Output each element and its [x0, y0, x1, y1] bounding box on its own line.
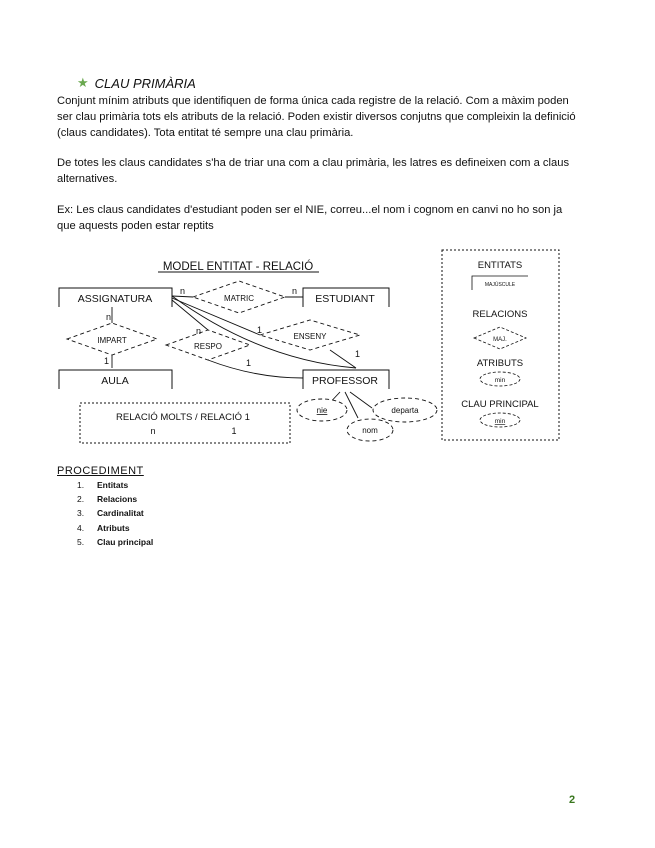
legend-majuscule: MAJÚSCULE: [484, 282, 516, 288]
legend-min: min: [494, 377, 506, 384]
list-item: [77, 523, 153, 537]
entity-estudiant: ESTUDIANT: [315, 293, 375, 305]
paragraph-definition: Conjunt mínim atributs que identifiquen de forma única cada registre de la relació. Com a màxim poden ser clau primària tots els atributs de la relació. Poden existir diversos conjutns que compleixin la definició (claus candidates). Tota entitat té sempre una clau primària.: [57, 95, 576, 139]
procedure-title: PROCEDIMENT: [57, 465, 144, 477]
entity-professor: PROFESSOR: [312, 375, 378, 387]
card-impart-aula: 1: [104, 356, 110, 366]
attribute-departa: departa: [391, 406, 419, 415]
relation-matric: MATRIC: [223, 294, 255, 303]
list-item-number: 2.: [77, 494, 85, 505]
entity-assignatura: ASSIGNATURA: [77, 293, 153, 305]
list-item: [77, 480, 153, 494]
legend-box: [442, 250, 559, 440]
card-assig-matric: n: [180, 286, 186, 296]
relation-respo: RESPO: [193, 342, 223, 351]
list-item-label: Relacions: [97, 494, 138, 505]
line-assig-respo: [172, 300, 208, 330]
line-prof-departa: [350, 392, 372, 408]
card-matric-estudiant: n: [292, 286, 298, 296]
attribute-nie: nie: [316, 406, 328, 415]
note-box: [80, 403, 290, 443]
legend-clau-principal: CLAU PRINCIPAL: [461, 399, 539, 410]
heading-text: CLAU PRIMÀRIA: [94, 75, 196, 91]
list-item-number: 3.: [77, 508, 85, 519]
relation-enseny: ENSENY: [293, 332, 327, 341]
list-item-number: 5.: [77, 536, 85, 547]
legend-entitats: ENTITATS: [477, 260, 523, 271]
legend-maj: MAJ.: [493, 337, 507, 343]
list-item: [77, 537, 153, 551]
line-respo-professor: [208, 360, 303, 378]
card-enseny-prof: 1: [355, 349, 361, 359]
procedure-list: [77, 480, 153, 551]
star-icon: ★: [77, 75, 89, 90]
line-assig-matric: [172, 296, 193, 297]
card-assig-impart: n: [106, 312, 112, 322]
list-item-label: Entitats: [97, 480, 129, 490]
diagram-title: MODEL ENTITAT - RELACIÓ: [162, 261, 314, 273]
note-right: 1: [231, 426, 237, 436]
list-item-label: Clau principal: [97, 536, 154, 547]
attribute-nom: nom: [362, 426, 378, 435]
legend-atributs: ATRIBUTS: [476, 358, 524, 369]
list-item: [77, 508, 153, 522]
list-item: [77, 494, 153, 508]
legend-min-key: min: [494, 418, 506, 425]
card-enseny-assig: 1: [257, 325, 263, 335]
paragraph-alternatives: De totes les claus candidates s'ha de triar una com a clau primària, les latres es defineixen com a claus alternatives.: [57, 157, 570, 185]
legend-relacions: RELACIONS: [472, 309, 528, 320]
list-item-number: 1.: [77, 480, 85, 490]
card-respo-assig: n: [196, 326, 202, 336]
list-item-label: Atributs: [97, 522, 130, 533]
entity-aula: AULA: [101, 375, 129, 387]
note-line: RELACIÓ MOLTS / RELACIÓ 1: [116, 412, 250, 423]
card-respo-prof: 1: [246, 358, 252, 368]
list-item-number: 4.: [77, 522, 85, 533]
paragraph-example: Ex: Les claus candidates d'estudiant poden ser el NIE, correu...el nom i cognom en canvi no ho son ja que aquests poden estar reptits: [57, 204, 563, 232]
relation-impart: IMPART: [97, 336, 127, 345]
list-item-label: Cardinalitat: [97, 508, 144, 519]
note-left: n: [150, 426, 156, 436]
page-number: 2: [569, 794, 576, 806]
